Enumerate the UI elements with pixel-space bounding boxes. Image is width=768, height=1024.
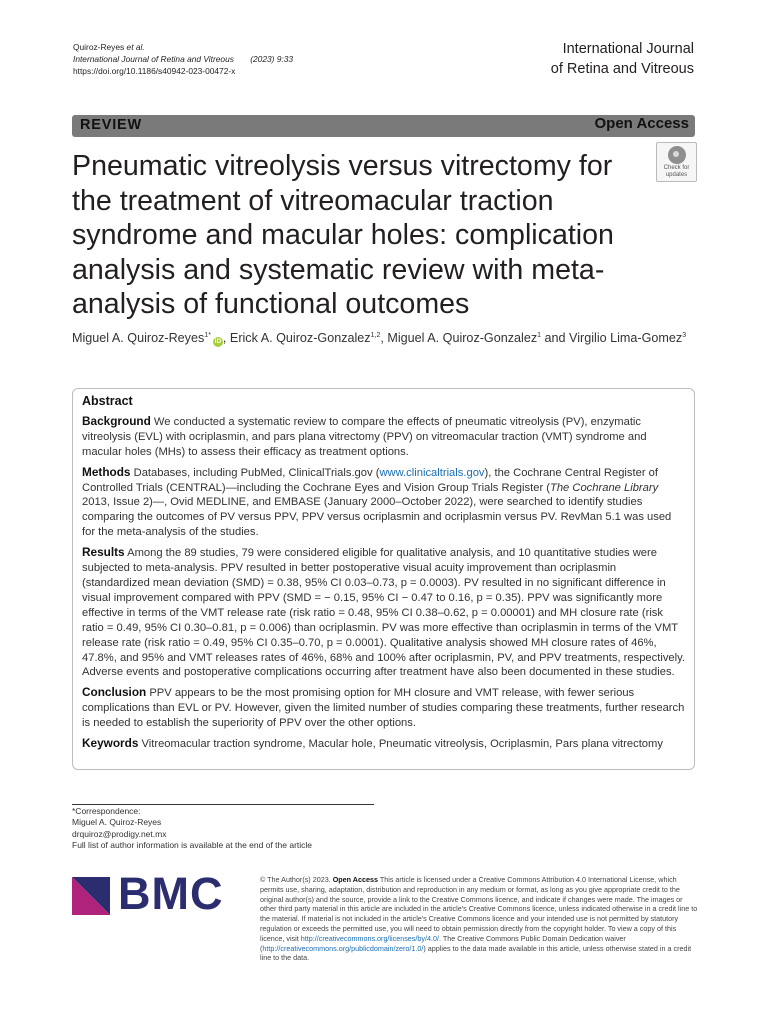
abstract-results: Results Among the 89 studies, 79 were considered eligible for qualitative analysis, and 10 quantitative studies were subjected to meta-analysis. PPV resulted in better postoperative visual acuity improvement than ocriplasmin (standardized mean deviation (SMD) = 0.38, 95% CI 0.03–0.73, p = 0.0003). PV resulted in no significant difference in visual improvement compared with PPV (SMD = − 0.15, 95% CI − 0.47 to 0.16, p = 0.35). PPV was significantly more effective in terms of the VMT release rate (risk ratio = 0.48, 95% CI 0.38–0.62, p = 0.00001) and MH closure rate (risk ratio = 0.49, 95% CI 0.30–0.81, p = 0.006) than ocriplasmin. PV was more effective than ocriplasmin in terms of the VMT release rate (risk ratio = 0.49, 95% CI 0.35–0.70, p = 0.0001). Qualitative analysis showed MH closure rates of 46%, 47.8%, and 95% and VMT releases rates of 46%, 68% and 100% after ocriplasmin, PV, and PPV treatments, respectively. Adverse events and postoperative complications occurring after treatment have also been documented in these studies.	[82, 545, 686, 679]
author-list: Miguel A. Quiroz-Reyes$^{1*}$iD , Erick A. Quiroz-Gonzalez$^{1,2}$, Miguel A. Quiroz-Gonzalez$^1$ and Virgilio Lima-Gomez$^3$	[72, 331, 687, 345]
abstract-keywords: Keywords Vitreomacular traction syndrome, Macular hole, Pneumatic vitreolysis, Ocriplasmin, Pars plana vitrectomy	[82, 736, 663, 751]
citation-doi[interactable]: https://doi.org/10.1186/s40942-023-00472-x	[73, 66, 236, 77]
open-access-label: Open Access	[594, 115, 689, 132]
citation-journal: International Journal of Retina and Vitreous (2023) 9:33	[73, 54, 294, 65]
article-type-bar	[72, 115, 695, 137]
cc-by-license-link[interactable]: http://creativecommons.org/licenses/by/4.0/	[300, 933, 439, 943]
article-type-label: REVIEW	[80, 117, 142, 133]
bmc-logo-text: BMC	[118, 868, 224, 919]
correspondence-footnote: *Correspondence: Miguel A. Quiroz-Reyes drquiroz@prodigy.net.mx Full list of author information is available at the end of the article	[72, 806, 313, 851]
orcid-icon[interactable]: iD	[214, 338, 222, 345]
author-name: , Erick A. Quiroz-Gonzalez	[222, 331, 371, 345]
check-for-updates-button[interactable]: Check for updates	[656, 142, 697, 182]
license-statement: © The Author(s) 2023. Open Access This article is licensed under a Creative Commons Attribution 4.0 International License, which permits use, sharing, adaptation, distribution and reproduction in any medium or format, as long as you give appropriate credit to the original author(s) and the source, provide a link to the Creative Commons licence, and indicate if changes were made. The images or other third party material in this article are included in the article's Creative Commons licence, unless indicated otherwise in a credit line to the material. If material is not included in the article's Creative Commons licence and your intended use is not permitted by statutory regulation or exceeds the permitted use, you will need to obtain permission directly from the copyright holder. To view a copy of this licence, visit http://creativecommons.org/licenses/by/4.0/. The Creative Commons Public Domain Dedication waiver (http://creativecommons.org/publicdomain/zero/1.0/) applies to the data made available in this article, unless otherwise stated in a credit line to the data.	[260, 875, 698, 963]
check-updates-icon	[668, 146, 686, 164]
author-name: , Miguel A. Quiroz-Gonzalez	[380, 331, 538, 345]
journal-title: International Journal of Retina and Vitreous	[550, 41, 694, 77]
article-title: Pneumatic vitreolysis versus vitrectomy for the treatment of vitreomacular traction syndrome and macular holes: complication analysis and systematic review with meta-analysis of functional outcomes	[72, 150, 614, 321]
abstract-methods: Methods Databases, including PubMed, ClinicalTrials.gov (www.clinicaltrials.gov), the Cochrane Central Register of Controlled Trials (CENTRAL)—including the Cochrane Eyes and Vision Group Trials Register (The Cochrane Library 2013, Issue 2)—, Ovid MEDLINE, and EMBASE (January 2000–October 2022), were searched to identify studies comparing the outcomes of PV versus PPV, PPV versus ocriplasmin and ocriplasmin versus PV. RevMan 5.1 was used for the meta-analysis of the studies.	[82, 464, 672, 539]
correspondence-email[interactable]: drquiroz@prodigy.net.mx	[72, 828, 167, 839]
article-citation	[73, 41, 293, 78]
bmc-logo-icon	[72, 877, 110, 915]
abstract-heading: Abstract	[82, 394, 133, 408]
clinicaltrials-link[interactable]: www.clinicaltrials.gov	[379, 466, 485, 479]
abstract-box	[72, 388, 695, 770]
footnote-divider	[72, 804, 374, 805]
author-name: Miguel A. Quiroz-Reyes	[72, 331, 205, 345]
abstract-conclusion: Conclusion PPV appears to be the most promising option for MH closure and VMT release, with fewer serious complications than EVL or PV. However, given the limited number of studies comparing these treatments, further research is needed to establish the superiority of PPV over the other options.	[82, 685, 685, 730]
author-name: and Virgilio Lima-Gomez	[541, 331, 683, 345]
cc-zero-link[interactable]: http://creativecommons.org/publicdomain/zero/1.0/	[262, 943, 424, 953]
citation-authors: Quiroz-Reyes et al.	[73, 42, 145, 52]
abstract-background: Background We conducted a systematic review to compare the effects of pneumatic vitreolysis (PV), enzymatic vitreolysis (EVL) with ocriplasmin, and pars plana vitrectomy (PPV) on vitreomacular traction (VMT) syndrome and macular holes (MHs) to assess their efficacy as treatment options.	[82, 413, 647, 458]
